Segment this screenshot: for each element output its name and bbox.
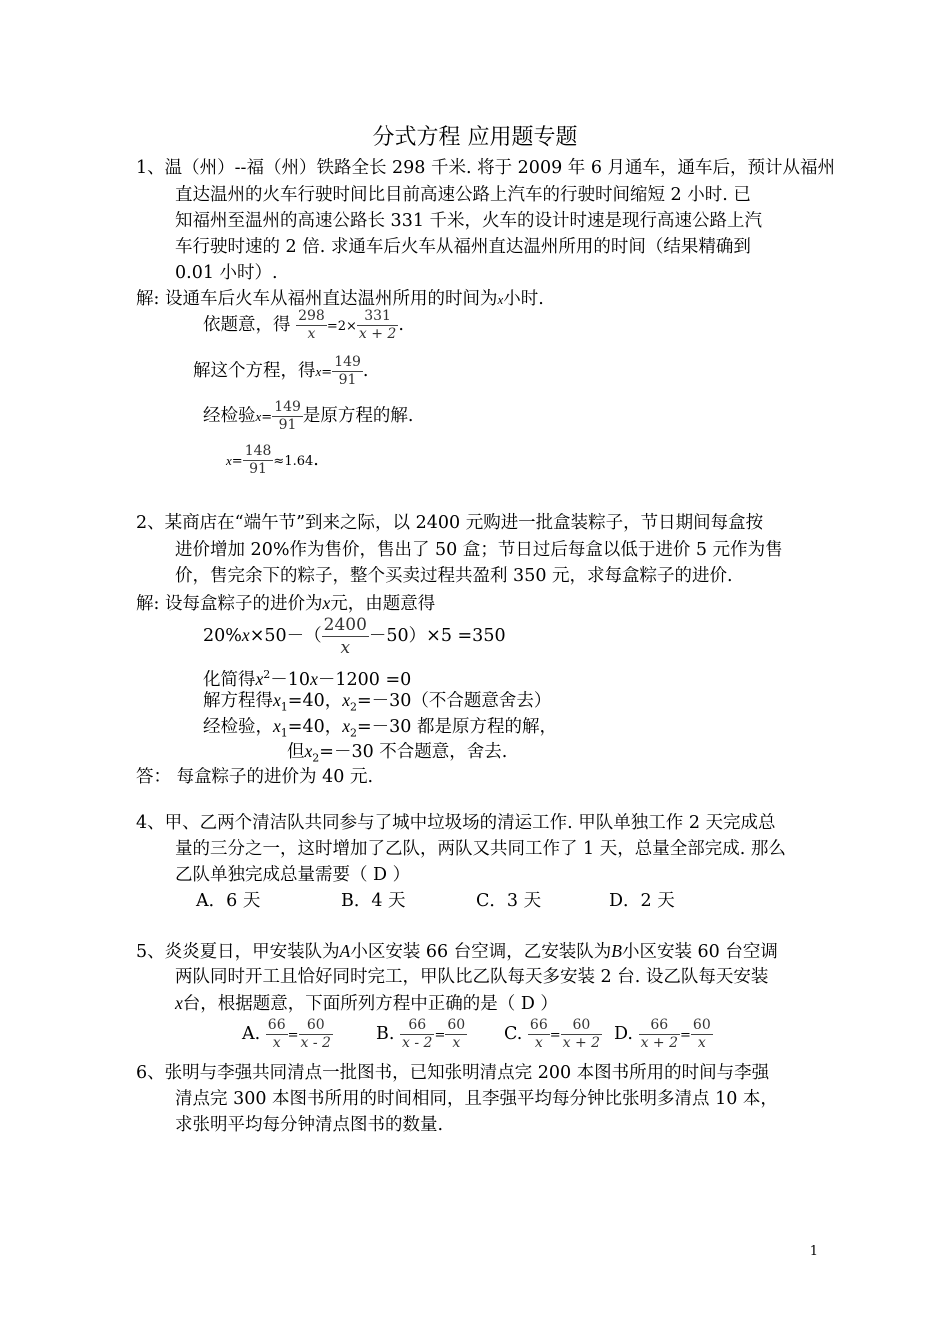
- q2-equation: 20%x×50－（ $\frac{2400}{x}$ －50）×5 =350: [203, 615, 506, 658]
- q1-solution-line: 解: 设通车后火车从福州直达温州所用的时间为x小时.: [136, 289, 544, 309]
- q5-line-3: x台，根据题意，下面所列方程中正确的是（ D ）: [175, 993, 558, 1014]
- fraction: $\frac{2400}{x}$: [323, 615, 367, 658]
- fraction: $\frac{298}{x}$: [298, 308, 325, 342]
- q2-line-3: 价，售完余下的粽子，整个买卖过程共盈利 350 元，求每盒粽子的进价.: [175, 566, 733, 586]
- fraction: $\frac{66}{x - 2}$: [402, 1017, 433, 1051]
- q2-roots-line: 解方程得$x_1=40$，$x_2=-30$（不合题意舍去）: [203, 690, 552, 714]
- fraction: $\frac{149}{91}$: [274, 399, 301, 433]
- q1-result-line: x= $\frac{148}{91}$ ≈1.64.: [226, 443, 319, 477]
- q1-line-1: 1、温（州）--福（州）铁路全长 298 千米. 将于 2009 年 6 月通车，通车后，预计从福州: [136, 158, 836, 178]
- q4-option-a: A．6 天: [196, 891, 261, 911]
- page-number: 1: [809, 1244, 818, 1259]
- q6-line-3: 求张明平均每分钟清点图书的数量.: [175, 1115, 444, 1135]
- q1-line-3: 知福州至温州的高速公路长 331 千米，火车的设计时速是现行高速公路上汽: [175, 211, 763, 231]
- q1-line-2: 直达温州的火车行驶时间比目前高速公路上汽车的行驶时间缩短 2 小时. 已: [175, 185, 751, 205]
- fraction: $\frac{331}{x + 2}$: [358, 308, 397, 342]
- q6-line-1: 6、张明与李强共同清点一批图书，已知张明清点完 200 本图书所用的时间与李强: [136, 1063, 770, 1083]
- fraction: $\frac{60}{x}$: [447, 1017, 466, 1051]
- q4-line-3: 乙队单独完成总量需要（ D ）: [175, 865, 411, 885]
- q4-line-2: 量的三分之一，这时增加了乙队，两队又共同工作了 1 天，总量全部完成. 那么: [175, 839, 786, 859]
- q5-line-2: 两队同时开工且恰好同时完工，甲队比乙队每天多安装 2 台. 设乙队每天安装: [175, 967, 769, 987]
- q5-line-1: 5、炎炎夏日，甲安装队为A小区安装 66 台空调，乙安装队为B小区安装 60 台空调: [136, 941, 778, 962]
- q5-option-c: C. $\frac{66}{x}$ = $\frac{60}{x + 2}$: [504, 1017, 601, 1051]
- q2-line-1: 2、某商店在“端午节”到来之际，以 2400 元购进一批盒装粽子，节日期间每盒按: [136, 513, 764, 533]
- q1-line-5: 0.01 小时）.: [175, 263, 278, 283]
- fraction: $\frac{66}{x}$: [529, 1017, 548, 1051]
- fraction: $\frac{60}{x - 2}$: [300, 1017, 331, 1051]
- q5-option-b: B. $\frac{66}{x - 2}$ = $\frac{60}{x}$: [376, 1017, 466, 1051]
- q2-answer: 答： 每盒粽子的进价为 40 元.: [136, 767, 374, 787]
- q2-discard-line: 但$x_2=-30$ 不合题意，舍去.: [287, 741, 508, 765]
- q2-line-2: 进价增加 20%作为售价，售出了 50 盒；节日过后每盒以低于进价 5 元作为售: [175, 540, 783, 560]
- q1-equation-1: 依题意，得 $\frac{298}{x}$ =2× $\frac{331}{x + 2}$ .: [203, 308, 404, 342]
- q1-equation-2: 解这个方程，得x= $\frac{149}{91}$ .: [193, 354, 369, 388]
- fraction: $\frac{149}{91}$: [334, 354, 361, 388]
- q2-simplify-line: 化简得$x^2-10x-1200 =0$: [203, 668, 412, 690]
- fraction: $\frac{66}{x + 2}$: [640, 1017, 678, 1051]
- q4-line-1: 4、甲、乙两个清洁队共同参与了城中垃圾场的清运工作. 甲队单独工作 2 天完成总: [136, 813, 776, 833]
- q5-option-d: D. $\frac{66}{x + 2}$ = $\frac{60}{x}$: [614, 1017, 711, 1051]
- q2-check-line: 经检验，$x_1=40$，$x_2=-30$ 都是原方程的解，: [203, 716, 557, 740]
- page-title: 分式方程 应用题专题: [372, 125, 578, 150]
- q5-option-a: A. $\frac{66}{x}$ = $\frac{60}{x - 2}$: [242, 1017, 331, 1051]
- q4-option-c: C．3 天: [476, 891, 542, 911]
- fraction: $\frac{60}{x + 2}$: [562, 1017, 601, 1051]
- q4-option-b: B．4 天: [341, 891, 406, 911]
- q2-solution-line: 解: 设每盒粽子的进价为x元，由题意得: [136, 593, 436, 614]
- q1-line-4: 车行驶时速的 2 倍. 求通车后火车从福州直达温州所用的时间（结果精确到: [175, 237, 751, 257]
- fraction: $\frac{148}{91}$: [244, 443, 272, 477]
- q1-check-line: 经检验x= $\frac{149}{91}$ 是原方程的解.: [203, 399, 414, 433]
- q6-line-2: 清点完 300 本图书所用的时间相同，且李强平均每分钟比张明多清点 10 本，: [175, 1089, 778, 1109]
- fraction: $\frac{60}{x}$: [692, 1017, 711, 1051]
- q4-option-d: D．2 天: [609, 891, 675, 911]
- fraction: $\frac{66}{x}$: [267, 1017, 286, 1051]
